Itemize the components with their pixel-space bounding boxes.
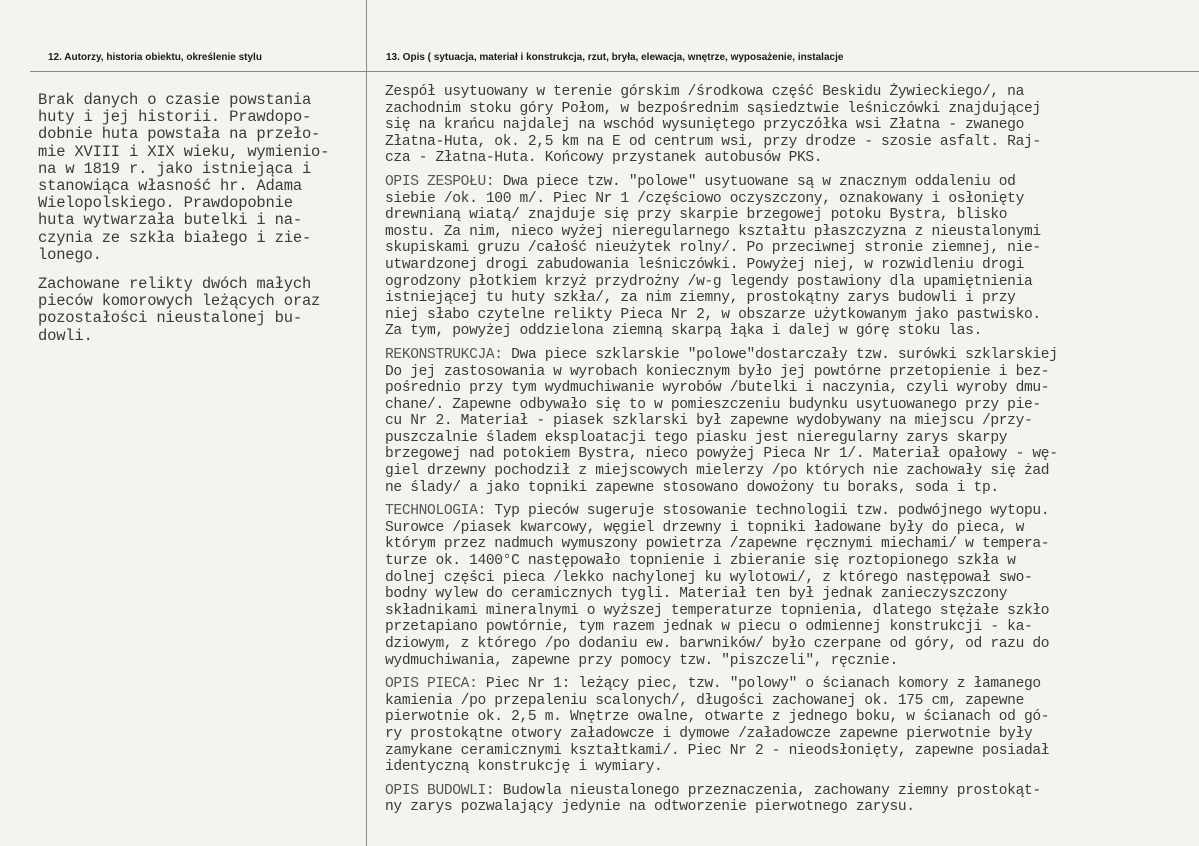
technology-text: Typ pieców sugeruje stosowanie technologii tzw. podwójnego wytopu. Surowce /piasek kwarcowy, węgiel drzewny i topniki ładowane były do pieca, w którym przez nadmuch wymuszony powietrza /zapewne ręcznymi miechami/ w tempera- turze ok. 1400°C następowało topnienie i zbieranie się roztopionego szkła w dolnej części pieca /lekko nachylonej ku wylotowi/, z którego następował swo- bodny wylew do ceramicznych tygli. Materiał ten był jednak zanieczyszczony składnikami mineralnymi o wyższej temperaturze topnienia, dlatego stężałe szkło przetapiano powtórnie, tym razem jednak w piecu o odmiennej konstrukcji - ka- dziowym, z którego /po dodaniu ew. barwników/ było czerpane od góry, od razu do wydmuchiwania, zapewne przy pomocy tzw. "piszczeli", ręcznie.	[385, 503, 1050, 669]
reconstruction-paragraph	[385, 347, 1197, 496]
header-rule	[30, 71, 1199, 72]
description-column	[385, 84, 1197, 823]
history-column	[38, 92, 358, 357]
complex-description-text: Dwa piece tzw. "polowe" usytuowane są w znacznym oddaleniu od siebie /ok. 100 m/. Piec Nr 1 /częściowo oczyszczony, oznakowany i osłonięty drewnianą wiatą/ znajduje się przy skarpie brzegowej potoku Bystra, blisko mostu. Za nim, nieco wyżej nieregularnego kształtu płaszczyzna z nieustalonymi skupiskami gruzu /całość nieużytek rolny/. Po przeciwnej stronie ziemnej, nie- utwardzonej drogi zabudowania leśniczówki. Powyżej niej, w rozwidleniu drogi ogrodzony płotkiem krzyż przydrożny /w-g legendy postawiony dla upamiętnienia istniejącej tu huty szkła/, za nim ziemny, prostokątny zarys budowli i przy niej słabo czytelne relikty Pieca Nr 2, w obszarze użytkowanym jako pastwisko. Za tym, powyżej oddzielona ziemną skarpą łąka i dalej w górę stoku las.	[385, 173, 1041, 340]
history-paragraph-2: Zachowane relikty dwóch małych pieców komorowych leżących oraz pozostałości nieustalonej bu- dowli.	[38, 275, 321, 345]
section-13-header: 13. Opis ( sytuacja, materiał i konstrukcja, rzut, bryła, elewacja, wnętrze, wyposażenie, instalacje	[386, 52, 844, 63]
complex-description-paragraph	[385, 174, 1197, 340]
building-description-text: Budowla nieustalonego przeznaczenia, zachowany ziemny prostokąt- ny zarys pozwalający jedynie na odtworzenie pierwotnego zarysu.	[385, 782, 1041, 816]
complex-description-heading: OPIS ZESPOŁU:	[385, 173, 495, 190]
reconstruction-text: Dwa piece szklarskie "polowe"dostarczały tzw. surówki szklarskiej Do jej zastosowania w wyrobach koniecznym było jej powtórne przetopienie i bez- pośrednio przy tym wydmuchiwanie wyrobów /butelki i naczynia, czyli wyroby dmu- chane/. Zapewne odbywało się to w pomieszczeniu budynku usytuowanego przy pie- cu Nr 2. Materiał - piasek szklarski był zapewne wydobywany na miejscu /przy- puszczalnie śladem eksploatacji tego piasku jest nieregularny zarys skarpy brzegowej nad potokiem Bystra, nieco powyżej Pieca Nr 1/. Materiał opałowy - wę- giel drzewny pochodził z miejscowych mielerzy /po których nie zachowały się żad ne ślady/ a jako topniki zapewne stosowano dowożony tu boraks, soda i tp.	[385, 346, 1058, 496]
section-12-header: 12. Autorzy, historia obiektu, określenie stylu	[48, 52, 262, 63]
technology-paragraph	[385, 503, 1197, 669]
history-paragraph-1: Brak danych o czasie powstania huty i jej historii. Prawdopo- dobnie huta powstała na przeło- mie XVIII i XIX wieku, wymienio- na w 1819 r. jako istniejąca i stanowiąca własność hr. Adama Wielopolskiego. Prawdopobnie huta wytwarzała butelki i na- czynia ze szkła białego i zie- lonego.	[38, 91, 330, 264]
furnace-description-text: Piec Nr 1: leżący piec, tzw. "polowy" o ścianach komory z łamanego kamienia /po przepaleniu scalonych/, długości zachowanej ok. 175 cm, zapewne pierwotnie ok. 2,5 m. Wnętrze owalne, otwarte z jednego boku, w ścianach od gó- ry prostokątne otwory załadowcze i dymowe /załadowcze zapewne pierwotnie były zamykane ceramicznymi kształtkami/. Piec Nr 2 - nieodsłonięty, zapewne posiadał identyczną konstrukcję i wymiary.	[385, 676, 1050, 776]
technology-heading: TECHNOLOGIA:	[385, 503, 486, 520]
building-description-paragraph	[385, 783, 1197, 816]
location-paragraph: Zespół usytuowany w terenie górskim /środkowa część Beskidu Żywieckiego/, na zachodnim stoku góry Połom, w bezpośrednim sąsiedztwie leśniczówki znajdującej się na krańcu najdalej na wschód wysuniętego przyczółka wsi Złatna - zwanego Złatna-Huta, ok. 2,5 km na E od centrum wsi, przy drodze - szosie asfalt. Raj- cza - Złatna-Huta. Końcowy przystanek autobusów PKS.	[385, 84, 1041, 167]
furnace-description-heading: OPIS PIECA:	[385, 676, 478, 693]
building-description-heading: OPIS BUDOWLI:	[385, 782, 495, 799]
furnace-description-paragraph	[385, 676, 1197, 776]
reconstruction-heading: REKONSTRUKCJA:	[385, 346, 503, 363]
column-divider	[366, 0, 367, 846]
